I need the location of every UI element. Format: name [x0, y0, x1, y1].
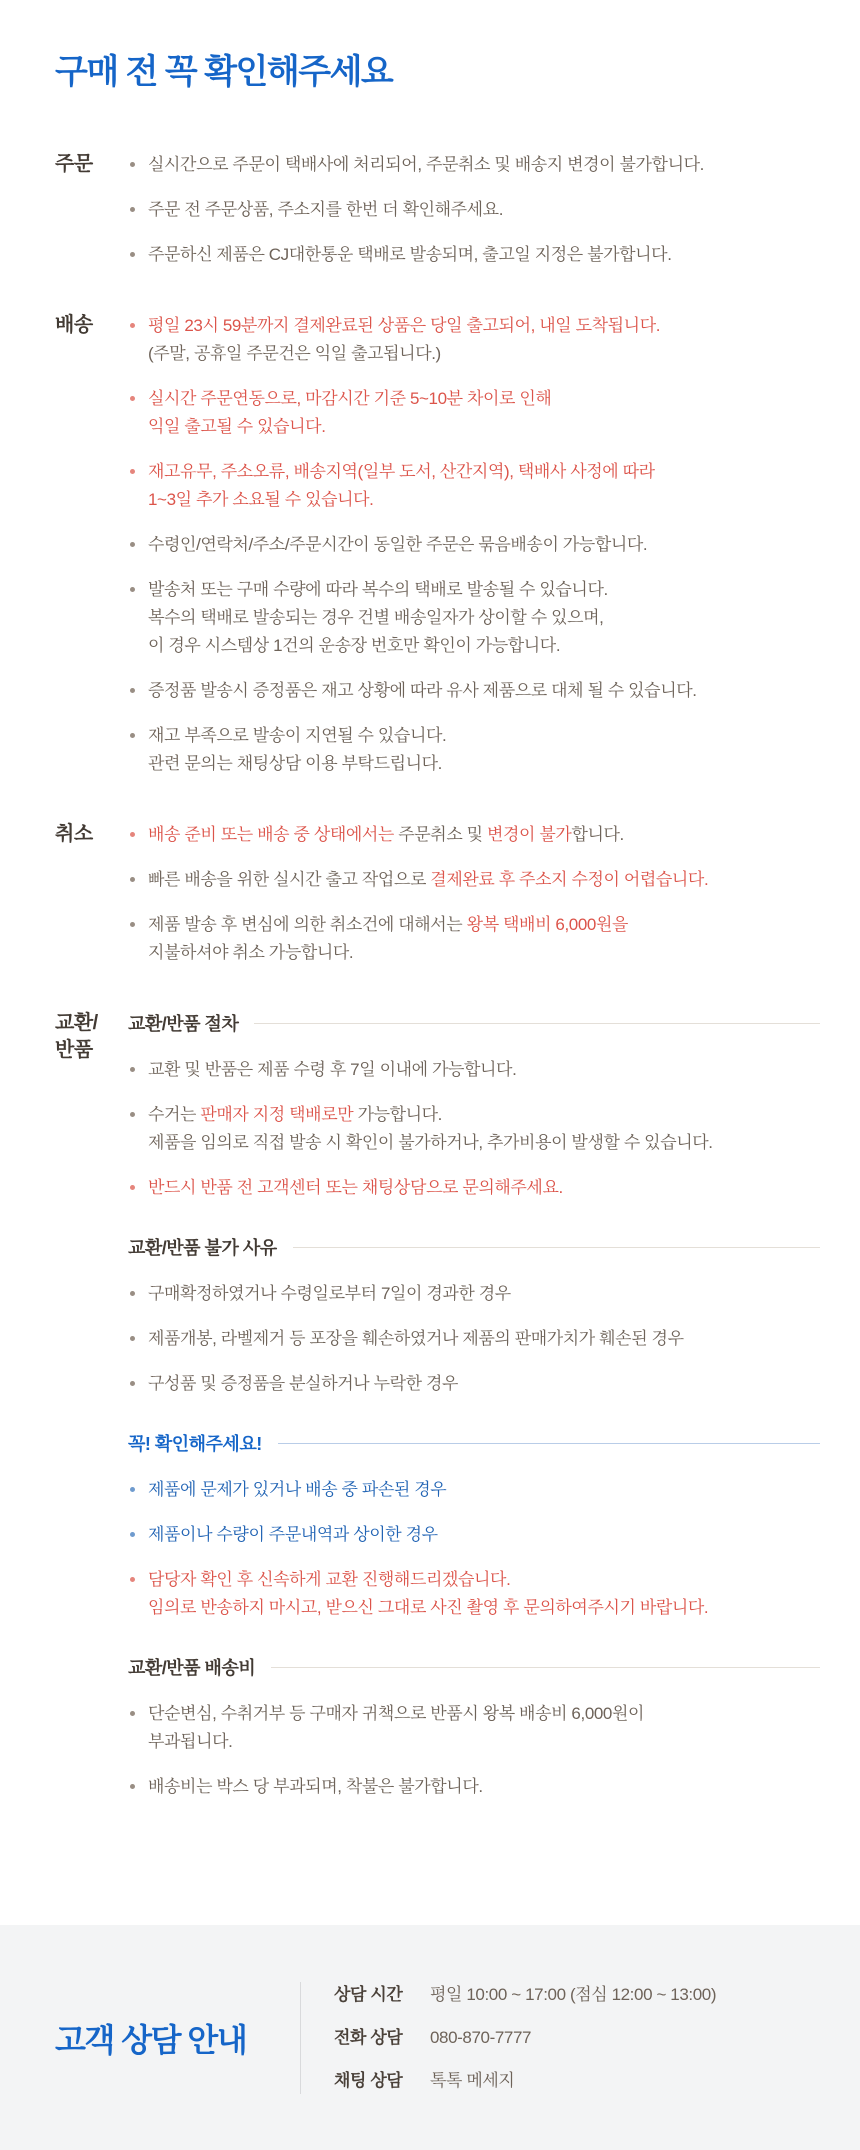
bullet-item [128, 312, 820, 368]
section-content-exchange-return [128, 1010, 820, 1818]
bullet-item [128, 1521, 820, 1549]
section-label-cancel: 취소 [55, 823, 93, 845]
bullet-icon [130, 733, 135, 738]
subheader [128, 1430, 820, 1456]
bullet-text: 단순변심, 수취거부 등 구매자 귀책으로 반품시 왕복 배송비 6,000원이 부과됩니다. [148, 1704, 645, 1751]
bullet-text: 재고유무, 주소오류, 배송지역(일부 도서, 산간지역), 택배사 사정에 따라 1~3일 추가 소요될 수 있습니다. [148, 462, 655, 509]
subheader-rule [278, 1443, 820, 1444]
bullet-text: 제품에 문제가 있거나 배송 중 파손된 경우 [148, 1480, 447, 1499]
subheader [128, 1010, 820, 1036]
section-label-order: 주문 [55, 153, 93, 175]
section-label-shipping: 배송 [55, 314, 93, 336]
bullet-item [128, 196, 820, 224]
bullet-icon [130, 469, 135, 474]
bullet-item [128, 722, 820, 778]
subheader-text: 교환/반품 불가 사유 [128, 1238, 277, 1258]
bullet-item [128, 1174, 820, 1202]
subheader-rule [293, 1247, 820, 1248]
bullet-icon [130, 922, 135, 927]
bullet-text: 구성품 및 증정품을 분실하거나 누락한 경우 [148, 1374, 459, 1393]
bullet-item [128, 1056, 820, 1084]
bullet-item [128, 677, 820, 705]
bullet-text: 발송처 또는 구매 수량에 따라 복수의 택배로 발송될 수 있습니다. 복수의 택배로 발송되는 경우 건별 배송일자가 상이할 수 있으며, 이 경우 시스템상 1건의 운송장 번호만 확인이 가능합니다. [148, 580, 608, 655]
bullet-item [128, 1700, 820, 1756]
page-title: 구매 전 꼭 확인해주세요 [55, 53, 393, 91]
footer-row-chat [334, 2068, 716, 2093]
bullet-icon [130, 162, 135, 167]
bullet-text: 담당자 확인 후 신속하게 교환 진행해드리겠습니다. 임의로 반송하지 마시고, 받으신 그대로 사진 촬영 후 문의하여주시기 바랍니다. [148, 1570, 709, 1617]
bullet-text: 수거는 판매자 지정 택배로만 가능합니다. 제품을 임의로 직접 발송 시 확인이 불가하거나, 추가비용이 발생할 수 있습니다. [148, 1105, 713, 1152]
subheader-text: 교환/반품 배송비 [128, 1658, 256, 1678]
bullet-icon [130, 688, 135, 693]
section-order [0, 151, 860, 286]
bullet-text: 평일 23시 59분까지 결제완료된 상품은 당일 출고되어, 내일 도착됩니다. (주말, 공휴일 주문건은 익일 출고됩니다.) [148, 316, 661, 363]
bullet-icon [130, 323, 135, 328]
footer-row-value: 080-870-7777 [430, 2028, 532, 2047]
subheader-text: 교환/반품 절차 [128, 1014, 239, 1034]
footer-row-label: 상담 시간 [334, 1985, 403, 2004]
bullet-item [128, 576, 820, 660]
bullet-item [128, 1280, 820, 1308]
section-cancel [0, 821, 860, 984]
bullet-text: 구매확정하였거나 수령일로부터 7일이 경과한 경우 [148, 1284, 511, 1303]
footer-row-label: 전화 상담 [334, 2028, 403, 2047]
bullet-text: 빠른 배송을 위한 실시간 출고 작업으로 결제완료 후 주소지 수정이 어렵습니다. [148, 870, 709, 889]
subheader-rule [271, 1667, 820, 1668]
bullet-item [128, 151, 820, 179]
bullet-item [128, 1476, 820, 1504]
bullet-text: 실시간으로 주문이 택배사에 처리되어, 주문취소 및 배송지 변경이 불가합니다. [148, 155, 704, 174]
bullet-text: 증정품 발송시 증정품은 재고 상황에 따라 유사 제품으로 대체 될 수 있습니다. [148, 681, 697, 700]
bullet-text: 재고 부족으로 발송이 지연될 수 있습니다. 관련 문의는 채팅상담 이용 부탁드립니다. [148, 726, 447, 773]
section-shipping [0, 312, 860, 795]
footer-row-label: 채팅 상담 [334, 2071, 403, 2090]
footer-row-hours [334, 1982, 716, 2007]
bullet-icon [130, 1185, 135, 1190]
section-content-shipping [128, 312, 820, 795]
bullet-icon [130, 877, 135, 882]
section-label-exchange-return: 교환/ 반품 [55, 1012, 98, 1061]
bullet-item [128, 821, 820, 849]
subheader-rule [254, 1023, 820, 1024]
bullet-icon [130, 1067, 135, 1072]
bullet-icon [130, 1711, 135, 1716]
customer-service-footer [0, 1925, 860, 2150]
bullet-icon [130, 587, 135, 592]
bullet-icon [130, 396, 135, 401]
bullet-item [128, 1566, 820, 1622]
footer-title: 고객 상담 안내 [55, 2021, 247, 2058]
footer-row-phone [334, 2025, 716, 2050]
bullet-text: 제품개봉, 라벨제거 등 포장을 훼손하였거나 제품의 판매가치가 훼손된 경우 [148, 1329, 684, 1348]
bullet-icon [130, 207, 135, 212]
bullet-text: 실시간 주문연동으로, 마감시간 기준 5~10분 차이로 인해 익일 출고될 수 있습니다. [148, 389, 552, 436]
footer-rows [334, 1982, 716, 2093]
bullet-text: 배송비는 박스 당 부과되며, 착불은 불가합니다. [148, 1777, 483, 1796]
bullet-item [128, 1773, 820, 1801]
bullet-icon [130, 1487, 135, 1492]
bullet-item [128, 531, 820, 559]
section-exchange-return [0, 1010, 860, 1818]
bullet-icon [130, 1532, 135, 1537]
subheader [128, 1654, 820, 1680]
section-content-order [128, 151, 820, 286]
bullet-text: 제품이나 수량이 주문내역과 상이한 경우 [148, 1525, 438, 1544]
bullet-text: 교환 및 반품은 제품 수령 후 7일 이내에 가능합니다. [148, 1060, 517, 1079]
footer-row-value: 평일 10:00 ~ 17:00 (점심 12:00 ~ 13:00) [430, 1985, 717, 2004]
bullet-item [128, 866, 820, 894]
sections [0, 151, 860, 1818]
bullet-item [128, 1325, 820, 1353]
bullet-item [128, 1370, 820, 1398]
bullet-icon [130, 1291, 135, 1296]
bullet-icon [130, 1381, 135, 1386]
bullet-icon [130, 1112, 135, 1117]
bullet-text: 주문 전 주문상품, 주소지를 한번 더 확인해주세요. [148, 200, 504, 219]
bullet-item [128, 911, 820, 967]
bullet-icon [130, 1784, 135, 1789]
bullet-item [128, 241, 820, 269]
bullet-icon [130, 832, 135, 837]
bullet-text: 제품 발송 후 변심에 의한 취소건에 대해서는 왕복 택배비 6,000원을 지불하셔야 취소 가능합니다. [148, 915, 629, 962]
bullet-item [128, 385, 820, 441]
bullet-text: 수령인/연락처/주소/주문시간이 동일한 주문은 묶음배송이 가능합니다. [148, 535, 648, 554]
subheader [128, 1234, 820, 1260]
section-content-cancel [128, 821, 820, 984]
footer-divider [300, 1982, 301, 2094]
bullet-item [128, 1101, 820, 1157]
bullet-text: 배송 준비 또는 배송 중 상태에서는 주문취소 및 변경이 불가합니다. [148, 825, 624, 844]
bullet-icon [130, 542, 135, 547]
bullet-icon [130, 1336, 135, 1341]
bullet-icon [130, 252, 135, 257]
bullet-text: 주문하신 제품은 CJ대한통운 택배로 발송되며, 출고일 지정은 불가합니다. [148, 245, 672, 264]
bullet-item [128, 458, 820, 514]
bullet-icon [130, 1577, 135, 1582]
subheader-text: 꼭! 확인해주세요! [128, 1434, 262, 1454]
footer-row-value: 톡톡 메세지 [430, 2071, 515, 2090]
bullet-text: 반드시 반품 전 고객센터 또는 채팅상담으로 문의해주세요. [148, 1178, 563, 1197]
